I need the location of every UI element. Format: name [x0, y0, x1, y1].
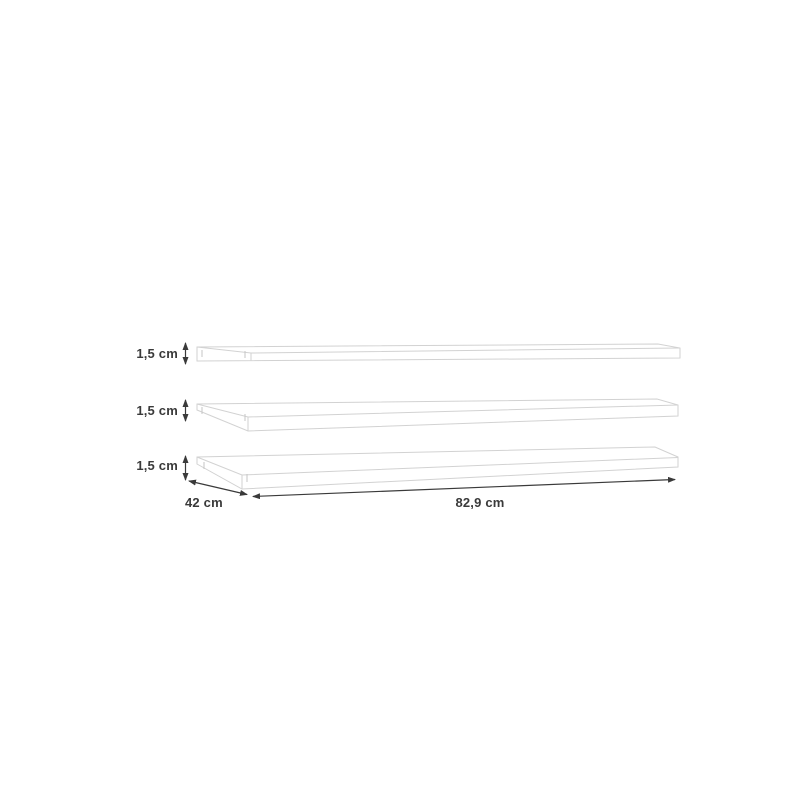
thickness-label-top: 1,5 cm [136, 346, 178, 361]
middle-shelf-drawing [197, 399, 678, 431]
top-shelf-drawing [197, 344, 680, 361]
thickness-label-middle: 1,5 cm [136, 403, 178, 418]
width-label: 82,9 cm [455, 495, 505, 510]
thickness-label-bottom: 1,5 cm [136, 458, 178, 473]
depth-label: 42 cm [185, 495, 223, 510]
